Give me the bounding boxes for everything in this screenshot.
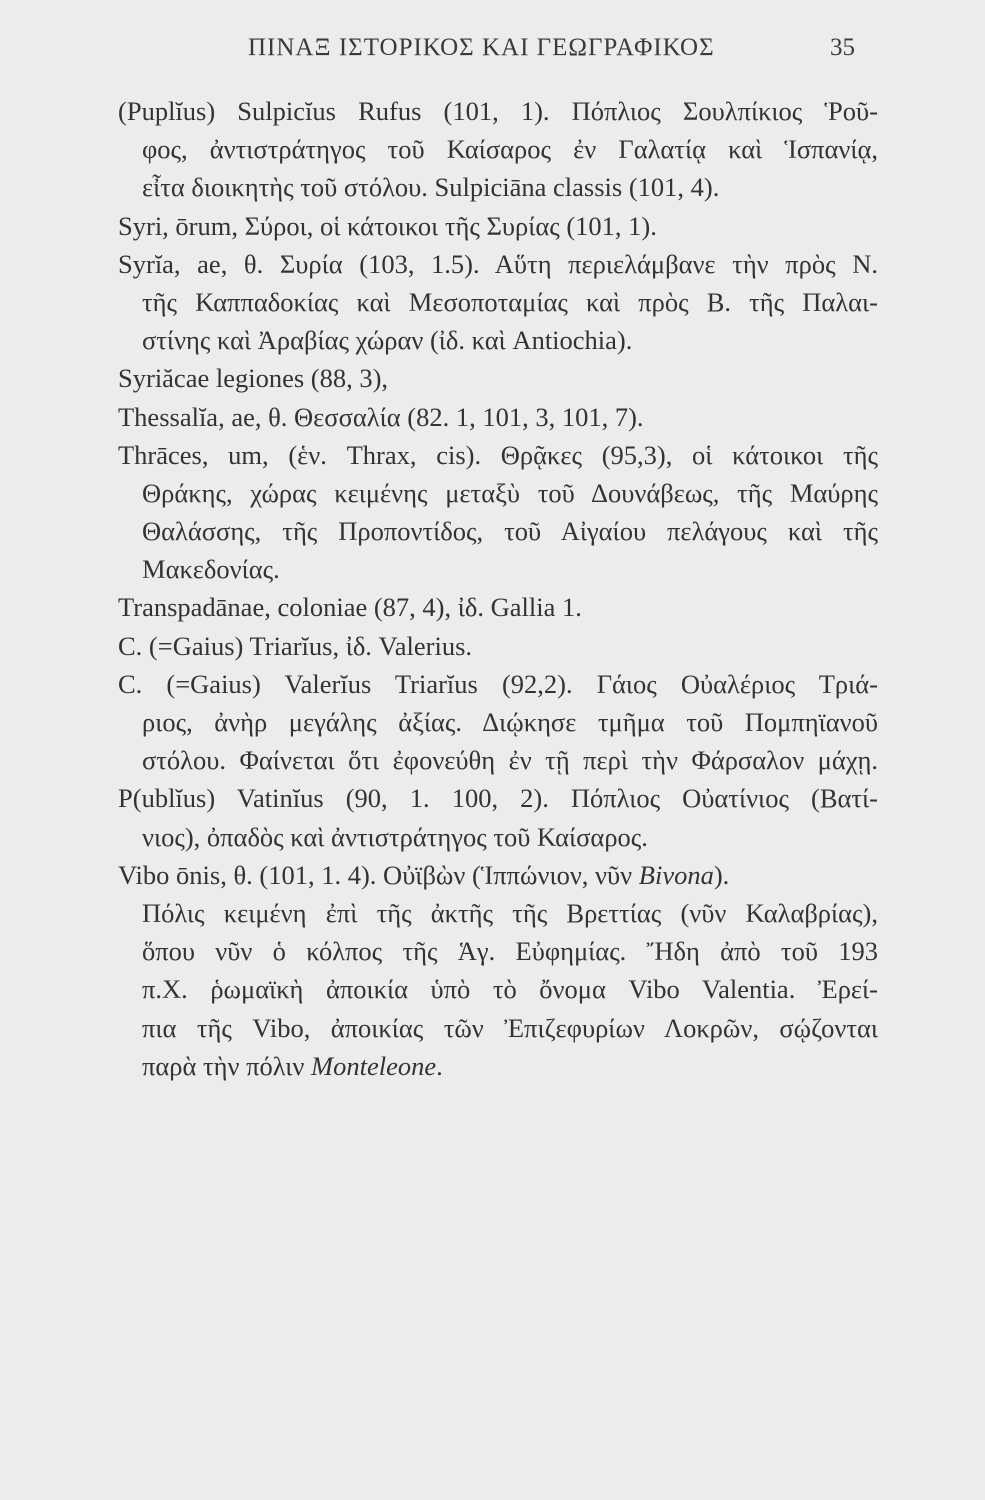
line-text: Πόλις κειμένη ἐπὶ τῆς ἀκτῆς τῆς Βρεττίας (νῦν Καλαβρίας), [142, 897, 878, 928]
line-text: εἶτα διοικητὴς τοῦ στόλου. Sulpiciāna classis (101, 4). [142, 172, 720, 203]
text-line [118, 1009, 878, 1047]
text-line [118, 894, 878, 932]
text-line [118, 321, 878, 359]
text-line [118, 665, 878, 703]
line-text: C. (=Gaius) Triarĭus, ἰδ. Valerius. [118, 630, 473, 661]
text-line [118, 436, 878, 474]
line-text: νιος), ὀπαδὸς καὶ ἀντιστράτηγος τοῦ Καίσαρος. [142, 821, 648, 852]
line-text: Syrĭa, ae, θ. Συρία (103, 1.5). Αὕτη περιελάμβανε τὴν πρὸς Ν. [118, 248, 878, 279]
italic-place-name: Bivona [638, 859, 714, 890]
text-line [118, 550, 878, 588]
line-text: Syri, ōrum, Σύροι, οἱ κάτοικοι τῆς Συρίας (101, 1). [118, 210, 657, 241]
line-text: Thrāces, um, (ἑν. Thrax, cis). Θρᾷκες (95,3), οἱ κάτοικοι τῆς [118, 439, 878, 470]
text-line [118, 359, 878, 397]
line-text: (Puplĭus) Sulpicĭus Rufus (101, 1). Πόπλιος Σουλπίκιος Ῥοῦ- [118, 96, 878, 126]
text-line [118, 512, 878, 550]
line-text: τῆς Καππαδοκίας καὶ Μεσοποταμίας καὶ πρὸς Β. τῆς Παλαι- [142, 286, 878, 317]
text-line [118, 856, 878, 894]
running-head-title: ΠΙΝΑΞ ΙΣΤΟΡΙΚΟΣ ΚΑΙ ΓΕΩΓΡΑΦΙΚΟΣ [248, 34, 715, 61]
line-text-end: . [436, 1050, 443, 1081]
line-text: P(ublĭus) Vatinĭus (90, 1. 100, 2). Πόπλιος Οὐατίνιος (Βατί- [118, 783, 878, 814]
line-text: Thessalĭa, ae, θ. Θεσσαλία (82. 1, 101, 3, 101, 7). [118, 401, 644, 432]
text-line [118, 818, 878, 856]
line-text: στόλου. Φαίνεται ὅτι ἐφονεύθη ἐν τῇ περὶ τὴν Φάρσαλον μάχῃ. [142, 745, 878, 776]
text-line [118, 398, 878, 436]
text-line [118, 207, 878, 245]
text-line [118, 970, 878, 1008]
text-line [118, 130, 878, 168]
text-line [118, 474, 878, 512]
line-text: Vibo ōnis, θ. (101, 1. 4). Οὐϊβὼν (Ἱππώνιον, νῦν [118, 859, 639, 890]
text-line [118, 245, 878, 283]
line-text: Transpadānae, coloniae (87, 4), ἰδ. Gallia 1. [118, 592, 582, 623]
line-text: ριος, ἀνὴρ μεγάλης ἀξίας. Διῴκησε τμῆμα τοῦ Πομπηϊανοῦ [142, 707, 878, 737]
line-text: παρὰ τὴν πόλιν [142, 1050, 312, 1081]
line-text: Syriăcae legiones (88, 3), [118, 363, 389, 394]
text-line [118, 92, 878, 130]
line-text: Μακεδονίας. [142, 554, 280, 585]
index-entries [118, 92, 878, 1085]
text-line [118, 627, 878, 665]
line-text: φος, ἀντιστράτηγος τοῦ Καίσαρος ἐν Γαλατίᾳ καὶ Ἱσπανίᾳ, [142, 134, 878, 165]
line-text: στίνης καὶ Ἀραβίας χώραν (ἰδ. καὶ Antiochia). [142, 325, 633, 356]
line-text: πια τῆς Vibo, ἀποικίας τῶν Ἐπιζεφυρίων Λοκρῶν, σῴζονται [142, 1012, 878, 1043]
text-line [118, 779, 878, 817]
line-text: C. (=Gaius) Valerĭus Triarĭus (92,2). Γάιος Οὐαλέριος Τριά- [118, 668, 878, 699]
text-line [118, 588, 878, 626]
line-text-end: ). [713, 859, 730, 890]
line-text: Θράκης, χώρας κειμένης μεταξὺ τοῦ Δουνάβεως, τῆς Μαύρης [142, 477, 878, 508]
text-line [118, 283, 878, 321]
text-line [118, 703, 878, 741]
text-line [118, 932, 878, 970]
page-number: 35 [830, 34, 855, 61]
italic-place-name: Monteleone [311, 1050, 437, 1081]
line-text: Θαλάσσης, τῆς Προποντίδος, τοῦ Αἰγαίου πελάγους καὶ τῆς [142, 516, 878, 547]
text-line [118, 741, 878, 779]
line-text: ὅπου νῦν ὁ κόλπος τῆς Ἁγ. Εὐφημίας. Ἤδη ἀπὸ τοῦ 193 [142, 936, 878, 967]
text-line [118, 1047, 878, 1085]
text-line [118, 168, 878, 206]
line-text: π.Χ. ῥωμαϊκὴ ἀποικία ὑπὸ τὸ ὄνομα Vibo Valentia. Ἐρεί- [142, 974, 878, 1005]
